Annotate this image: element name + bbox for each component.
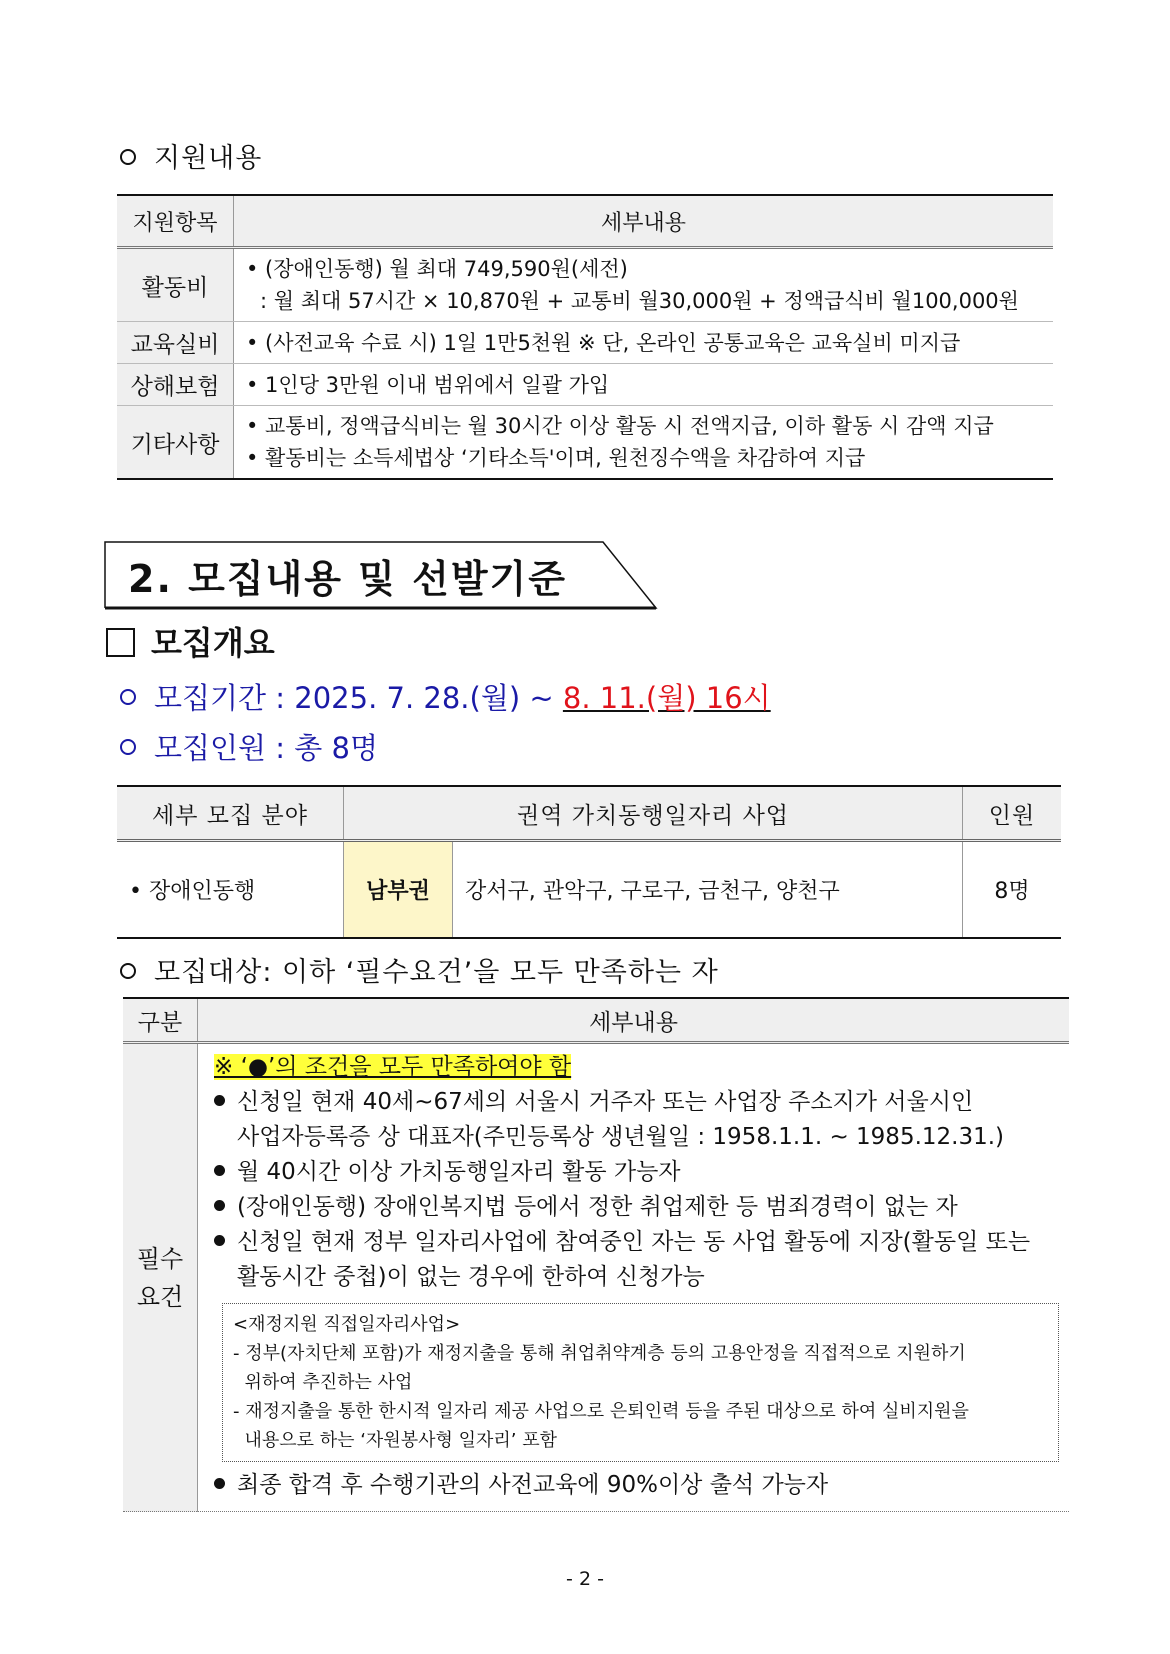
note-line: - 정부(자치단체 포함)가 재정지출을 통해 취업취약계층 등의 고용안정을 직접적으로 지원하기	[233, 1343, 966, 1364]
page-number: - 2 -	[566, 1568, 604, 1590]
support-row-content	[234, 364, 1054, 406]
support-col-item: 지원항목	[117, 195, 234, 248]
requirements-table	[123, 997, 1069, 1512]
bullet-dot-icon	[214, 1235, 225, 1246]
req-label-line: 필수	[136, 1244, 184, 1273]
req-item: 최종 합격 후 수행기관의 사전교육에 90%이상 출석 가능자	[210, 1468, 1069, 1503]
recruit-count: 8명	[963, 841, 1062, 939]
bullet-dot-icon	[214, 1200, 225, 1211]
req-notice: ※ ‘●’의 조건을 모두 만족하여야 함	[214, 1054, 572, 1080]
recruit-headcount: 모집인원 : 총 8명	[120, 726, 378, 767]
support-line: : 월 최대 57시간 × 10,870원 + 교통비 월30,000원 + 정액급식비 월100,000원	[260, 289, 1019, 313]
circle-bullet-icon	[120, 689, 136, 705]
req-content	[198, 1043, 1070, 1512]
req-row	[123, 1043, 1069, 1512]
support-row	[117, 406, 1053, 480]
support-line: • (사전교육 수료 시) 1일 1만5천원 ※ 단, 온라인 공통교육은 교육실비 미지급	[246, 330, 961, 355]
recruit-table	[117, 785, 1061, 939]
support-row-label: 상해보험	[117, 364, 234, 406]
recruit-field: • 장애인동행	[117, 841, 344, 939]
note-line: 내용으로 하는 ‘자원봉사형 일자리’ 포함	[233, 1430, 557, 1451]
support-line: • (장애인동행) 월 최대 749,590원(세전)	[246, 257, 628, 281]
req-col-category: 구분	[123, 998, 198, 1043]
note-title: <재정지원 직접일자리사업>	[233, 1314, 461, 1335]
support-table	[117, 194, 1053, 480]
section-title: 2. 모집내용 및 선발기준	[128, 557, 567, 601]
req-item-cont: 활동시간 중첩)이 없는 경우에 한하여 신청가능	[237, 1264, 705, 1290]
target-heading: 모집대상: 이하 ‘필수요건’을 모두 만족하는 자	[120, 950, 719, 989]
note-line: 위하여 추진하는 사업	[233, 1372, 413, 1393]
support-col-detail: 세부내용	[234, 195, 1054, 248]
support-row	[117, 248, 1053, 322]
circle-bullet-icon	[120, 149, 136, 165]
support-row	[117, 322, 1053, 364]
support-row-label: 활동비	[117, 248, 234, 322]
support-row-label: 기타사항	[117, 406, 234, 480]
support-row-content	[234, 406, 1054, 480]
bullet-dot-icon	[214, 1165, 225, 1176]
recruit-period: 모집기간 : 2025. 7. 28.(월) ~ 8. 11.(월) 16시	[120, 676, 771, 717]
req-item: 신청일 현재 40세~67세의 서울시 거주자 또는 사업장 주소지가 서울시인	[210, 1085, 1069, 1120]
recruit-row	[117, 841, 1061, 939]
circle-bullet-icon	[120, 739, 136, 755]
bullet-dot-icon	[214, 1478, 225, 1489]
req-item-cont: 사업자등록증 상 대표자(주민등록상 생년월일 : 1958.1.1. ~ 1985.12.31.)	[237, 1124, 1005, 1150]
bullet-dot-icon	[214, 1095, 225, 1106]
recruit-districts: 강서구, 관악구, 구로구, 금천구, 양천구	[453, 841, 963, 939]
circle-bullet-icon	[120, 963, 136, 979]
direct-job-note-box	[222, 1303, 1059, 1462]
req-notice-line	[210, 1050, 1069, 1085]
req-label-line: 요건	[136, 1282, 184, 1311]
recruit-region: 남부권	[344, 841, 453, 939]
req-col-detail: 세부내용	[198, 998, 1070, 1043]
recruit-col-count: 인원	[963, 786, 1062, 841]
req-label	[123, 1043, 198, 1512]
support-row-content	[234, 322, 1054, 364]
note-line: - 재정지출을 통한 한시적 일자리 제공 사업으로 은퇴인력 등을 주된 대상으로 하여 실비지원을	[233, 1401, 969, 1422]
support-line: • 활동비는 소득세법상 ‘기타소득'이며, 원천징수액을 차감하여 지급	[246, 446, 866, 470]
req-item: 월 40시간 이상 가치동행일자리 활동 가능자	[210, 1155, 1069, 1190]
overview-heading: 모집개요	[106, 618, 275, 664]
support-line: • 교통비, 정액급식비는 월 30시간 이상 활동 시 전액지급, 이하 활동 시 감액 지급	[246, 414, 994, 438]
req-item: 신청일 현재 정부 일자리사업에 참여중인 자는 동 사업 활동에 지장(활동일 또는	[210, 1225, 1069, 1260]
support-heading: 지원내용	[120, 136, 262, 175]
recruit-col-project: 권역 가치동행일자리 사업	[344, 786, 963, 841]
support-line: • 1인당 3만원 이내 범위에서 일괄 가입	[246, 372, 610, 397]
support-row-content	[234, 248, 1054, 322]
recruit-col-field: 세부 모집 분야	[117, 786, 344, 841]
support-row	[117, 364, 1053, 406]
support-row-label: 교육실비	[117, 322, 234, 364]
checkbox-square-icon	[106, 628, 135, 657]
recruit-period-end: 8. 11.(월) 16시	[562, 681, 771, 715]
req-item: (장애인동행) 장애인복지법 등에서 정한 취업제한 등 범죄경력이 없는 자	[210, 1190, 1069, 1225]
